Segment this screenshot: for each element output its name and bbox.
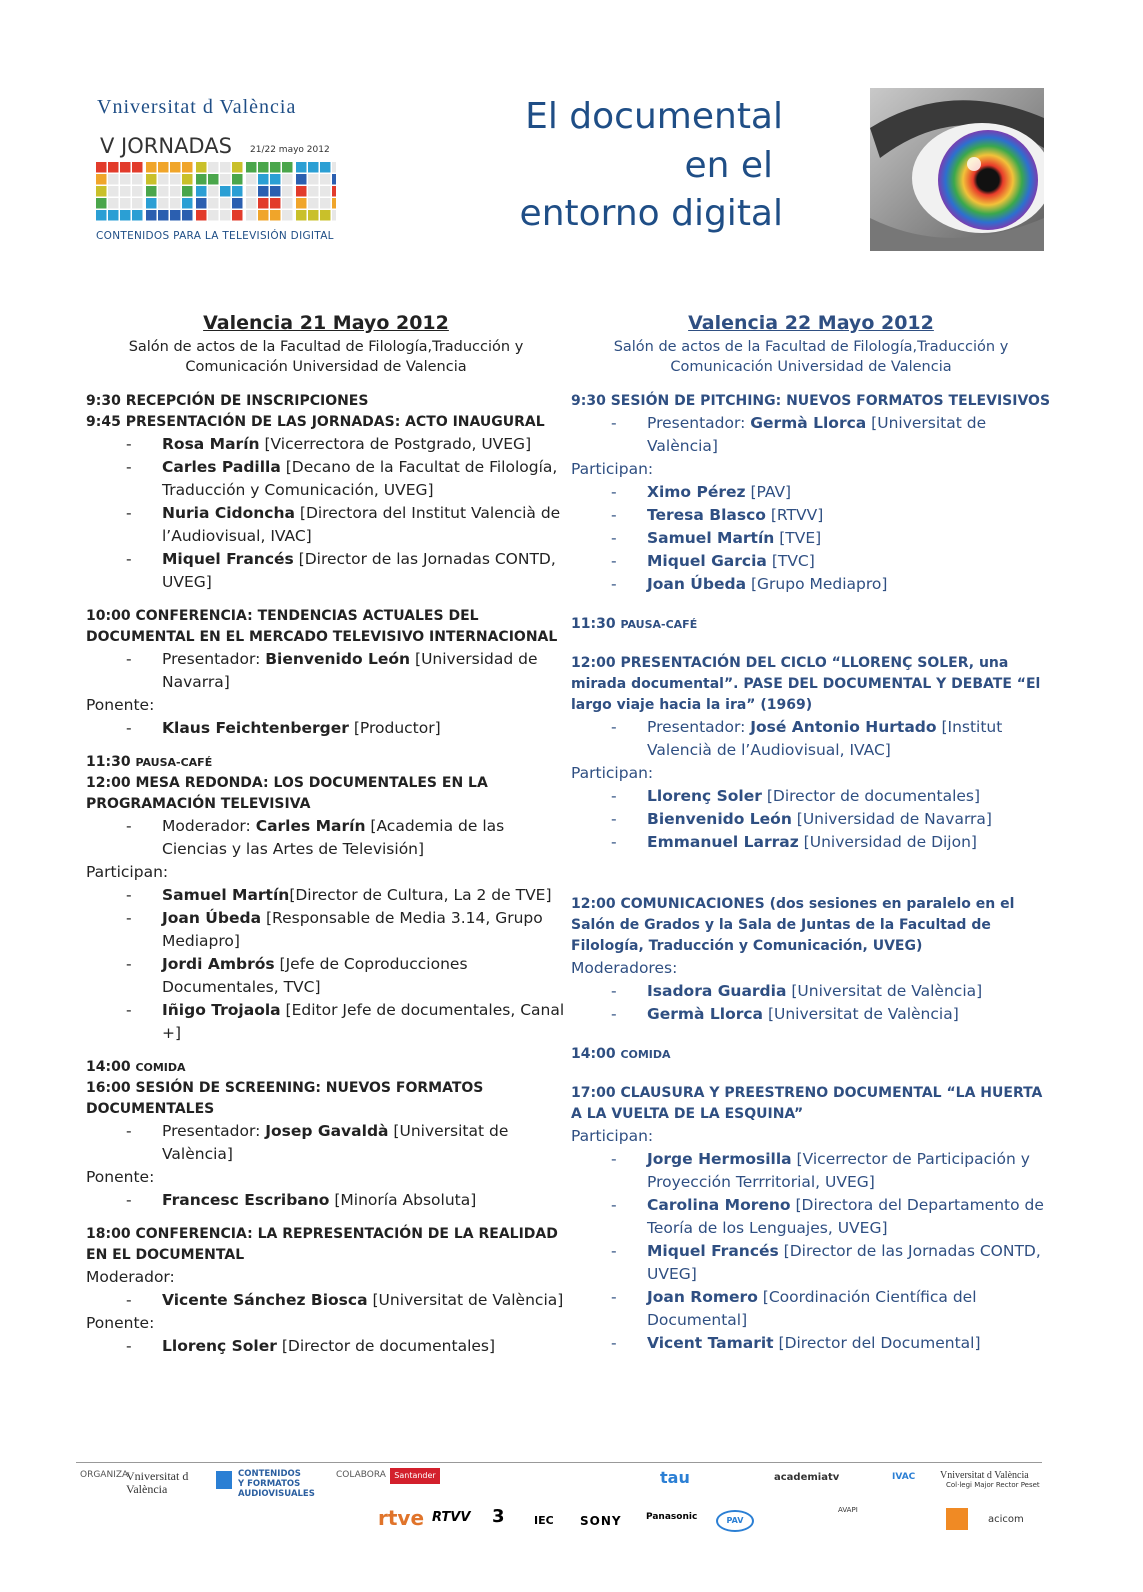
speaker-name: Isadora Guardia <box>647 982 787 1000</box>
list-item: - Jordi Ambrós [Jefe de Coproducciones Documentales, TVC] <box>126 955 468 996</box>
mosaic-cell <box>132 186 143 197</box>
mosaic-cell <box>132 198 143 209</box>
list-item: - Vicent Tamarit [Director del Documental] <box>611 1334 981 1352</box>
mosaic-cell <box>146 198 157 209</box>
mosaic-cell <box>246 174 257 185</box>
session-heading: 12:00 PRESENTACIÓN DEL CICLO “LLORENÇ SOLER, una mirada documental”. PASE DEL DOCUMENTAL Y DEBATE “El largo viaje hacia la ira” (1969) <box>571 655 1041 713</box>
mosaic-cell <box>182 174 193 185</box>
mosaic-cell <box>196 198 207 209</box>
speaker-affiliation: [PAV] <box>745 483 792 501</box>
day-2-heading: Valencia 22 Mayo 2012 <box>688 312 934 334</box>
speaker-affiliation: [Universidad de Navarra] <box>791 810 992 828</box>
speaker-name: Bienvenido León <box>647 810 792 828</box>
speaker-name: Rosa Marín <box>162 435 260 453</box>
speaker-affiliation: [Universidad de Navarra] <box>162 650 538 691</box>
main-title-line-2: en el <box>684 145 773 186</box>
speaker-list <box>571 1148 1051 1355</box>
speaker-name: Ximo Pérez <box>647 483 746 501</box>
speaker-name: Joan Úbeda <box>647 575 747 593</box>
orange-logo-icon <box>946 1508 968 1530</box>
list-item: - Bienvenido León [Universidad de Navarra] <box>611 810 992 828</box>
speaker-name: Klaus Feichtenberger <box>162 719 349 737</box>
eye-image <box>870 88 1044 251</box>
list-item: - Teresa Blasco [RTVV] <box>611 506 824 524</box>
mosaic-cell <box>120 174 131 185</box>
mosaic-cell <box>146 186 157 197</box>
mosaic-cell <box>108 174 119 185</box>
pav-logo: PAV <box>716 1510 754 1532</box>
role-label: Ponente: <box>86 1314 155 1332</box>
mosaic-cell <box>282 210 293 221</box>
mosaic-cell <box>170 198 181 209</box>
mosaic-cell <box>120 162 131 173</box>
speaker-affiliation: [Grupo Mediapro] <box>746 575 888 593</box>
speaker-name: Samuel Martín <box>162 886 290 904</box>
mosaic-cell <box>170 174 181 185</box>
ivac-logo: IVAC <box>892 1472 916 1482</box>
mosaic-cell <box>282 162 293 173</box>
mosaic-cell <box>108 162 119 173</box>
mosaic-cell <box>220 162 231 173</box>
list-item: - Ximo Pérez [PAV] <box>611 483 792 501</box>
session-time: 11:30 <box>86 754 136 770</box>
mosaic-cell <box>282 198 293 209</box>
speaker-affiliation: [Vicerrector de Participación y Proyección Terrritorial, UVEG] <box>647 1150 1030 1191</box>
session-heading <box>571 614 1051 635</box>
mosaic-cell <box>296 198 307 209</box>
mosaic-cell <box>158 186 169 197</box>
list-item: - Miquel Francés [Director de las Jornadas CONTD, UVEG] <box>611 1242 1041 1283</box>
mosaic-cell <box>258 174 269 185</box>
mosaic-cell <box>208 198 219 209</box>
mosaic-cell <box>120 210 131 221</box>
mosaic-cell <box>282 174 293 185</box>
iec-logo: IEC <box>534 1514 554 1527</box>
uv-colegi-logo: Vniversitat d València <box>940 1470 1029 1481</box>
tv3-logo: 3 <box>492 1506 505 1527</box>
list-item: - Klaus Feichtenberger [Productor] <box>126 719 441 737</box>
uv-logo: Vniversitat d València <box>126 1469 189 1496</box>
mosaic-cell <box>120 198 131 209</box>
mosaic-cell <box>232 174 243 185</box>
speaker-name: Francesc Escribano <box>162 1191 330 1209</box>
speaker-affiliation: [Universitat de València] <box>647 414 987 455</box>
session-title: COMIDA <box>135 1061 186 1074</box>
acicom-logo: acicom <box>988 1514 1024 1525</box>
mosaic-cell <box>220 210 231 221</box>
mosaic-cell <box>296 174 307 185</box>
mosaic-cell <box>308 198 319 209</box>
contenidos-logo: CONTENIDOS Y FORMATOS AUDIOVISUALES <box>238 1469 315 1499</box>
speaker-affiliation: [Productor] <box>348 719 441 737</box>
venue-line: Salón de actos de la Facultad de Filología,Traducción y <box>613 339 1009 355</box>
mosaic-cell <box>270 174 281 185</box>
mosaic-cell <box>232 186 243 197</box>
list-item: - Isadora Guardia [Universitat de València] <box>611 982 983 1000</box>
list-item: - Francesc Escribano [Minoría Absoluta] <box>126 1191 477 1209</box>
speaker-affiliation: [Directora del Institut Valencià de l’Audiovisual, IVAC] <box>162 504 561 545</box>
role-label: Presentador: <box>162 650 266 668</box>
mosaic-cell <box>308 174 319 185</box>
mosaic-cell <box>146 174 157 185</box>
speaker-name: Josep Gavaldà <box>265 1122 389 1140</box>
contd-subtitle: CONTENIDOS PARA LA TELEVISIÓN DIGITAL <box>96 230 334 242</box>
mosaic-cell <box>96 198 107 209</box>
mosaic-cell <box>270 162 281 173</box>
mosaic-cell <box>220 174 231 185</box>
speaker-affiliation: [Academia de las Ciencias y las Artes de Televisión] <box>162 817 505 858</box>
contd-logo <box>96 160 336 226</box>
mosaic-cell <box>146 162 157 173</box>
speaker-name: Germà Llorca <box>647 1005 764 1023</box>
speaker-affiliation: [TVC] <box>766 552 815 570</box>
session-heading: 9:30 SESIÓN DE PITCHING: NUEVOS FORMATOS TELEVISIVOS <box>571 393 1051 409</box>
session-heading <box>571 1044 1051 1065</box>
role-label: Participan: <box>571 764 654 782</box>
jornadas-date: 21/22 mayo 2012 <box>250 145 330 155</box>
speaker-name: Joan Úbeda <box>162 909 262 927</box>
mosaic-cell <box>320 210 331 221</box>
speaker-name: Samuel Martín <box>647 529 775 547</box>
mosaic-cell <box>258 186 269 197</box>
speaker-name: Nuria Cidoncha <box>162 504 295 522</box>
list-item: - Nuria Cidoncha [Directora del Institut Valencià de l’Audiovisual, IVAC] <box>126 504 561 545</box>
mosaic-cell <box>332 198 336 209</box>
mosaic-cell <box>332 162 336 173</box>
session-heading: 12:00 MESA REDONDA: LOS DOCUMENTALES EN LA PROGRAMACIÓN TELEVISIVA <box>86 775 488 812</box>
day-1-column <box>86 312 566 1358</box>
list-item: - Miquel Garcia [TVC] <box>611 552 815 570</box>
role-label: Participan: <box>571 460 654 478</box>
day-2-venue <box>571 337 1051 377</box>
mosaic-cell <box>332 210 336 221</box>
speaker-affiliation: [Coordinación Científica del Documental] <box>647 1288 977 1329</box>
speaker-name: Vicente Sánchez Biosca <box>162 1291 368 1309</box>
role-label: Ponente: <box>86 1168 155 1186</box>
academiatv-logo: academiatv <box>774 1472 840 1483</box>
role-label: Moderador: <box>162 817 256 835</box>
mosaic-cell <box>320 162 331 173</box>
mosaic-cell <box>96 162 107 173</box>
session-heading: 16:00 SESIÓN DE SCREENING: NUEVOS FORMATOS DOCUMENTALES <box>86 1080 484 1117</box>
speaker-affiliation: [TVE] <box>774 529 822 547</box>
speaker-name: Miquel Francés <box>647 1242 779 1260</box>
session-title: PAUSA-CAFÉ <box>135 756 213 769</box>
mosaic-cell <box>296 210 307 221</box>
role-label: Participan: <box>571 1127 654 1145</box>
mosaic-cell <box>182 198 193 209</box>
mosaic-cell <box>96 210 107 221</box>
speaker-name: Joan Romero <box>647 1288 758 1306</box>
speaker-name: Carles Marín <box>255 817 366 835</box>
mosaic-cell <box>308 186 319 197</box>
list-item: - Presentador: Josep Gavaldà [Universitat de València] <box>126 1122 509 1163</box>
mosaic-cell <box>258 162 269 173</box>
speaker-name: José Antonio Hurtado <box>750 718 937 736</box>
mosaic-cell <box>170 186 181 197</box>
speaker-affiliation: [Director de documentales] <box>276 1337 496 1355</box>
speaker-affiliation: [Universitat de València] <box>367 1291 564 1309</box>
session-heading: 9:30 RECEPCIÓN DE INSCRIPCIONES <box>86 393 369 409</box>
mosaic-cell <box>158 162 169 173</box>
speaker-name: Llorenç Soler <box>647 787 762 805</box>
speaker-name: Emmanuel Larraz <box>647 833 799 851</box>
session-title: COMIDA <box>620 1048 671 1061</box>
role-label: Presentador: <box>647 414 751 432</box>
list-item: - Emmanuel Larraz [Universidad de Dijon] <box>611 833 977 851</box>
venue-line: Salón de actos de la Facultad de Filología,Traducción y <box>128 339 524 355</box>
speaker-affiliation: [Jefe de Coproducciones Documentales, TVC] <box>162 955 468 996</box>
speaker-affiliation: [Director del Documental] <box>773 1334 981 1352</box>
mosaic-cell <box>320 174 331 185</box>
speaker-list <box>86 433 566 594</box>
mosaic-cell <box>270 198 281 209</box>
sony-logo: SONY <box>580 1514 622 1528</box>
mosaic-cell <box>320 186 331 197</box>
jornadas-label: V JORNADAS <box>100 134 232 158</box>
mosaic-cell <box>108 210 119 221</box>
role-label: Moderador: <box>86 1268 175 1286</box>
list-item: - Carles Padilla [Decano de la Facultat de Filología, Traducción y Comunicación, UVEG] <box>126 458 558 499</box>
speaker-affiliation: [Responsable de Media 3.14, Grupo Mediapro] <box>162 909 543 950</box>
mosaic-cell <box>196 162 207 173</box>
mosaic-cell <box>258 210 269 221</box>
santander-logo: Santander <box>390 1468 440 1484</box>
role-label: Ponente: <box>86 696 155 714</box>
list-item: - Llorenç Soler [Director de documentales] <box>126 1337 496 1355</box>
main-title-line-3: entorno digital <box>519 193 783 234</box>
session-title: PAUSA-CAFÉ <box>620 618 698 631</box>
list-item: - Miquel Francés [Director de las Jornadas CONTD, UVEG] <box>126 550 556 591</box>
speaker-name: Jordi Ambrós <box>162 955 275 973</box>
session-heading <box>86 752 566 773</box>
session-time: 11:30 <box>571 616 621 632</box>
mosaic-cell <box>246 198 257 209</box>
day-1-venue <box>86 337 566 377</box>
mosaic-cell <box>270 186 281 197</box>
day-2-column <box>571 312 1051 1355</box>
contenidos-logo-icon <box>216 1471 232 1489</box>
mosaic-cell <box>332 186 336 197</box>
speaker-name: Vicent Tamarit <box>647 1334 774 1352</box>
mosaic-cell <box>196 186 207 197</box>
contd-mosaic-cells <box>96 162 336 221</box>
mosaic-cell <box>220 186 231 197</box>
speaker-affiliation: [Vicerrectora de Postgrado, UVEG] <box>259 435 532 453</box>
mosaic-cell <box>208 174 219 185</box>
session-time: 14:00 <box>571 1046 621 1062</box>
rtve-logo: rtve <box>378 1506 425 1530</box>
speaker-name: Teresa Blasco <box>647 506 766 524</box>
speaker-list <box>571 785 1051 854</box>
list-item: - Carolina Moreno [Directora del Departamento de Teoría de los Lenguajes, UVEG] <box>611 1196 1044 1237</box>
speaker-name: Miquel Garcia <box>647 552 767 570</box>
speaker-affiliation: [Universidad de Dijon] <box>798 833 977 851</box>
mosaic-cell <box>320 198 331 209</box>
role-label: Presentador: <box>162 1122 266 1140</box>
session-heading: 10:00 CONFERENCIA: TENDENCIAS ACTUALES DEL DOCUMENTAL EN EL MERCADO TELEVISIVO INTERNACIONAL <box>86 608 558 645</box>
speaker-affiliation: [Universitat de València] <box>786 982 983 1000</box>
speaker-list <box>571 980 1051 1026</box>
mosaic-cell <box>196 210 207 221</box>
session-heading: 17:00 CLAUSURA Y PREESTRENO DOCUMENTAL “LA HUERTA A LA VUELTA DE LA ESQUINA” <box>571 1085 1043 1122</box>
colegi-logo: Col·legi Major Rector Peset <box>946 1481 1040 1489</box>
mosaic-cell <box>232 162 243 173</box>
list-item: - Presentador: Germà Llorca [Universitat de València] <box>611 414 987 455</box>
speaker-affiliation: [Universitat de València] <box>763 1005 959 1023</box>
mosaic-cell <box>108 186 119 197</box>
speaker-name: Miquel Francés <box>162 550 294 568</box>
list-item: - Samuel Martín [TVE] <box>611 529 822 547</box>
speaker-name: Carles Padilla <box>162 458 281 476</box>
organiza-label: ORGANIZA <box>80 1470 129 1480</box>
mosaic-cell <box>170 162 181 173</box>
speaker-affiliation: [Institut Valencià de l’Audiovisual, IVAC] <box>647 718 1003 759</box>
main-title-line-1: El documental <box>525 96 783 137</box>
footer-divider <box>76 1462 1042 1463</box>
session-heading: 12:00 COMUNICACIONES (dos sesiones en paralelo en el Salón de Grados y la Sala de Juntas de la Facultad de Filología, Traducción y Comunicación, UVEG) <box>571 896 1015 954</box>
speaker-list <box>86 884 566 1045</box>
session-time: 14:00 <box>86 1059 136 1075</box>
mosaic-cell <box>220 198 231 209</box>
list-item: - Joan Úbeda [Responsable de Media 3.14, Grupo Mediapro] <box>126 909 543 950</box>
role-label: Presentador: <box>647 718 751 736</box>
mosaic-cell <box>170 210 181 221</box>
list-item: - Presentador: José Antonio Hurtado [Institut Valencià de l’Audiovisual, IVAC] <box>611 718 1003 759</box>
mosaic-cell <box>182 210 193 221</box>
list-item: - Joan Romero [Coordinación Científica del Documental] <box>611 1288 977 1329</box>
mosaic-cell <box>208 186 219 197</box>
list-item: - Jorge Hermosilla [Vicerrector de Participación y Proyección Terrritorial, UVEG] <box>611 1150 1030 1191</box>
list-item: - Samuel Martín[Director de Cultura, La 2 de TVE] <box>126 886 552 904</box>
mosaic-cell <box>208 162 219 173</box>
session-heading: 18:00 CONFERENCIA: LA REPRESENTACIÓN DE LA REALIDAD EN EL DOCUMENTAL <box>86 1226 558 1263</box>
speaker-name: Carolina Moreno <box>647 1196 791 1214</box>
speaker-affiliation: [Director de las Jornadas CONTD, UVEG] <box>162 550 556 591</box>
mosaic-cell <box>132 174 143 185</box>
speaker-name: Germà Llorca <box>750 414 867 432</box>
mosaic-cell <box>208 210 219 221</box>
speaker-name: Iñigo Trojaola <box>162 1001 281 1019</box>
role-label: Moderadores: <box>571 959 678 977</box>
list-item: - Llorenç Soler [Director de documentales] <box>611 787 981 805</box>
session-heading <box>86 1057 566 1078</box>
mosaic-cell <box>108 198 119 209</box>
panasonic-logo: Panasonic <box>646 1512 698 1522</box>
mosaic-cell <box>296 162 307 173</box>
mosaic-cell <box>258 198 269 209</box>
avapi-logo: AVAPI <box>838 1506 858 1514</box>
rtvv-logo: RTVV <box>432 1510 471 1525</box>
mosaic-cell <box>308 210 319 221</box>
speaker-affiliation: [Directora del Departamento de Teoría de los Lenguajes, UVEG] <box>647 1196 1044 1237</box>
list-item: - Joan Úbeda [Grupo Mediapro] <box>611 575 888 593</box>
list-item: - Moderador: Carles Marín [Academia de las Ciencias y las Artes de Televisión] <box>126 817 505 858</box>
venue-line: Comunicación Universidad de Valencia <box>185 359 467 375</box>
mosaic-cell <box>246 210 257 221</box>
speaker-name: Bienvenido León <box>265 650 411 668</box>
mosaic-cell <box>308 162 319 173</box>
mosaic-cell <box>158 198 169 209</box>
speaker-affiliation: [Editor Jefe de documentales, Canal +] <box>162 1001 565 1042</box>
university-name: Vniversitat d València <box>97 96 297 118</box>
mosaic-cell <box>246 186 257 197</box>
mosaic-cell <box>132 210 143 221</box>
day-1-heading: Valencia 21 Mayo 2012 <box>203 312 449 334</box>
speaker-name: Llorenç Soler <box>162 1337 277 1355</box>
mosaic-cell <box>246 162 257 173</box>
speaker-list <box>571 481 1051 596</box>
list-item: - Vicente Sánchez Biosca [Universitat de València] <box>126 1291 564 1309</box>
mosaic-cell <box>120 186 131 197</box>
speaker-affiliation: [Director de las Jornadas CONTD, UVEG] <box>647 1242 1041 1283</box>
mosaic-cell <box>96 174 107 185</box>
mosaic-cell <box>232 210 243 221</box>
list-item: - Rosa Marín [Vicerrectora de Postgrado, UVEG] <box>126 435 532 453</box>
mosaic-cell <box>182 162 193 173</box>
colabora-label: COLABORA <box>336 1470 386 1480</box>
mosaic-cell <box>132 162 143 173</box>
speaker-affiliation: [Universitat de València] <box>162 1122 509 1163</box>
mosaic-cell <box>282 186 293 197</box>
list-item: - Iñigo Trojaola [Editor Jefe de documentales, Canal +] <box>126 1001 565 1042</box>
tau-logo: tau <box>660 1468 690 1487</box>
speaker-affiliation: [Director de Cultura, La 2 de TVE] <box>289 886 552 904</box>
mosaic-cell <box>232 198 243 209</box>
mosaic-cell <box>296 186 307 197</box>
mosaic-cell <box>96 186 107 197</box>
mosaic-cell <box>158 210 169 221</box>
mosaic-cell <box>182 186 193 197</box>
mosaic-cell <box>196 174 207 185</box>
speaker-affiliation: [Minoría Absoluta] <box>329 1191 477 1209</box>
speaker-name: Jorge Hermosilla <box>647 1150 792 1168</box>
mosaic-cell <box>270 210 281 221</box>
speaker-affiliation: [RTVV] <box>765 506 824 524</box>
mosaic-cell <box>146 210 157 221</box>
role-label: Participan: <box>86 863 169 881</box>
list-item: - Germà Llorca [Universitat de València] <box>611 1005 959 1023</box>
mosaic-cell <box>158 174 169 185</box>
list-item: - Presentador: Bienvenido León [Universidad de Navarra] <box>126 650 538 691</box>
venue-line: Comunicación Universidad de Valencia <box>670 359 952 375</box>
speaker-affiliation: [Director de documentales] <box>761 787 981 805</box>
mosaic-cell <box>332 174 336 185</box>
speaker-affiliation: [Decano de la Facultat de Filología, Traducción y Comunicación, UVEG] <box>162 458 558 499</box>
session-heading: 9:45 PRESENTACIÓN DE LAS JORNADAS: ACTO INAUGURAL <box>86 414 545 430</box>
